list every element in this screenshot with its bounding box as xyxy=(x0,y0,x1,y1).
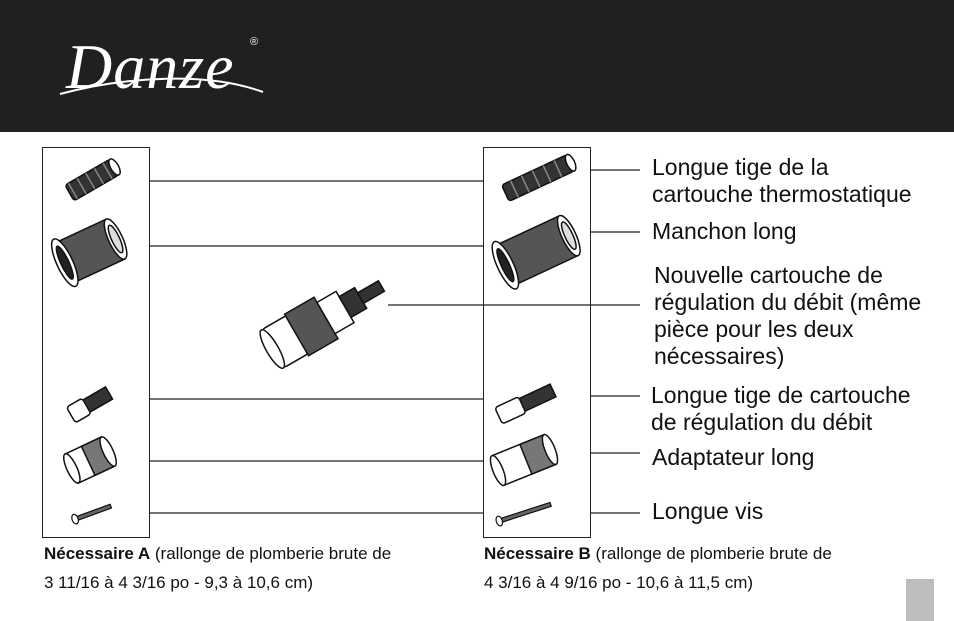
flow-cartridge xyxy=(255,265,393,373)
label-cartridge: Nouvelle cartouche de régulation du débit (même pièce pour les deux nécessaires) xyxy=(654,262,922,369)
kit-a-sleeve xyxy=(47,212,133,289)
label-stem-thermo: Longue tige de la cartouche thermostatique xyxy=(652,154,912,207)
logo-wordmark: Danze xyxy=(66,31,235,102)
kit-a-screw xyxy=(71,501,113,524)
kit-b-stem-flow xyxy=(495,382,557,424)
registered-mark: ® xyxy=(250,36,259,48)
kit-a-stem-flow xyxy=(66,385,113,423)
kit-a-caption xyxy=(44,539,464,597)
kit-b-range: 4 3/16 à 4 9/16 po - 10,6 à 11,5 cm) xyxy=(484,573,754,592)
page-tab xyxy=(906,579,934,621)
kit-a-desc: (rallonge de plomberie brute de xyxy=(150,544,392,563)
kit-b-adapter xyxy=(487,433,560,487)
kit-a-stem-thermo xyxy=(65,157,122,201)
kit-a-adapter xyxy=(61,435,120,485)
kit-b-stem-thermo xyxy=(502,153,578,201)
kit-a-range: 3 11/16 à 4 3/16 po - 9,3 à 10,6 cm) xyxy=(44,573,314,592)
label-stem-flow: Longue tige de cartouche de régulation du débit xyxy=(651,382,911,435)
label-screw: Longue vis xyxy=(652,498,764,524)
label-sleeve: Manchon long xyxy=(652,218,797,244)
kit-b-desc: (rallonge de plomberie brute de xyxy=(590,544,832,563)
kit-b-name: Nécessaire B xyxy=(484,544,591,563)
kit-a-name: Nécessaire A xyxy=(44,544,151,563)
kit-b-screw xyxy=(495,500,552,527)
label-adapter: Adaptateur long xyxy=(652,444,815,470)
kit-b-sleeve xyxy=(487,209,586,292)
kit-b-caption xyxy=(484,539,904,597)
